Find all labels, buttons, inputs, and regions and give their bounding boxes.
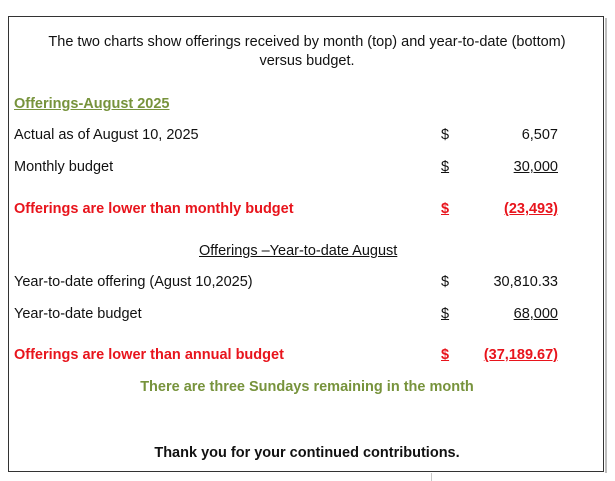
ytd-offering-amount: 30,810.33 xyxy=(493,274,558,290)
ytd-shortfall-label: Offerings are lower than annual budget xyxy=(14,347,284,363)
actual-amount: 6,507 xyxy=(521,127,558,143)
ytd-budget-amount: 68,000 xyxy=(513,306,558,322)
actual-label: Actual as of August 10, 2025 xyxy=(14,127,199,143)
intro-line-1: The two charts show offerings received by month (top) and year-to-date (bottom) xyxy=(48,34,566,50)
intro-text xyxy=(8,33,606,71)
monthly-shortfall-amount: (23,493) xyxy=(503,201,558,217)
monthly-budget-amount: 30,000 xyxy=(513,159,558,175)
ytd-shortfall-currency-symbol: $ xyxy=(441,347,450,363)
frame-shadow xyxy=(605,18,607,473)
ytd-offering-currency-symbol: $ xyxy=(441,274,450,290)
ytd-budget-currency-symbol: $ xyxy=(441,306,450,322)
thank-you-message: Thank you for your continued contributions. xyxy=(154,445,460,461)
intro-line-2: versus budget. xyxy=(259,53,355,69)
bottom-divider-mark xyxy=(431,473,432,481)
actual-currency-symbol: $ xyxy=(441,127,450,143)
monthly-shortfall-label: Offerings are lower than monthly budget xyxy=(14,201,294,217)
monthly-shortfall-currency-symbol: $ xyxy=(441,201,450,217)
ytd-budget-label: Year-to-date budget xyxy=(14,306,142,322)
ytd-section-title: Offerings –Year-to-date August xyxy=(199,243,398,259)
monthly-budget-label: Monthly budget xyxy=(14,159,114,175)
monthly-section-title: Offerings-August 2025 xyxy=(14,96,170,112)
ytd-shortfall-amount: (37,189.67) xyxy=(483,347,558,363)
monthly-budget-currency-symbol: $ xyxy=(441,159,450,175)
ytd-offering-label: Year-to-date offering (Agust 10,2025) xyxy=(14,274,253,290)
sundays-remaining-note: There are three Sundays remaining in the month xyxy=(140,379,474,395)
